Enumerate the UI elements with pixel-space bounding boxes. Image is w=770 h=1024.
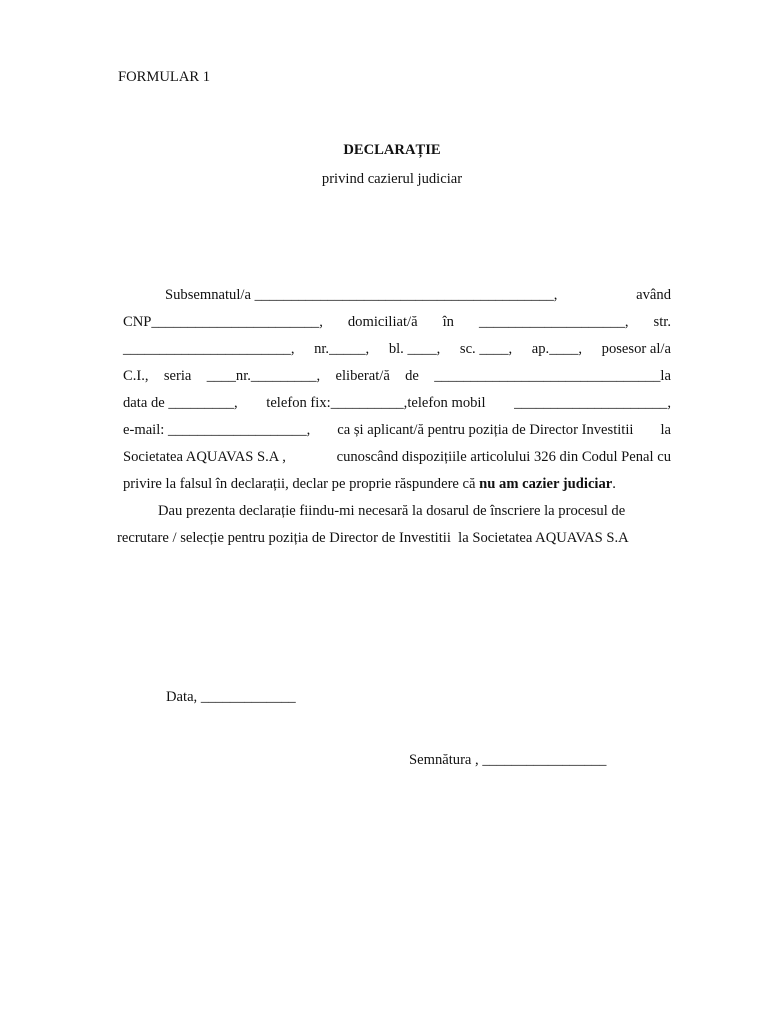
declaration-line (123, 336, 671, 363)
no-criminal-record-emphasis: nu am cazier judiciar (479, 476, 613, 492)
declaration-line (123, 444, 671, 471)
text-segment: eliberat/ă (335, 368, 390, 384)
document-title: DECLARAȚIE (343, 142, 441, 158)
fill-field-issue-date[interactable]: data de _________, (123, 395, 238, 411)
fill-field-id-series[interactable]: ____nr._________, (206, 368, 321, 384)
fill-field-email[interactable]: e-mail: ___________________, (123, 422, 311, 438)
fill-field-cnp[interactable]: CNP_______________________, (123, 314, 323, 330)
text-segment: Societatea AQUAVAS S.A , (123, 449, 286, 465)
text-segment: în (442, 314, 454, 330)
fill-field-name[interactable]: Subsemnatul/a _________________________________________, (165, 287, 558, 303)
text-segment: având (636, 287, 671, 303)
text-segment: seria (163, 368, 192, 384)
declaration-line (123, 417, 671, 444)
fill-field-apartment[interactable]: ap.____, (531, 341, 583, 357)
statement-paragraph (117, 498, 671, 552)
statement-line (117, 498, 671, 525)
text-segment: la (660, 422, 671, 438)
text-segment: Dau prezenta declarație fiindu-mi necesară la dosarul de înscriere la procesul de (158, 503, 626, 519)
declaration-line (123, 363, 671, 390)
fill-field-street[interactable]: _______________________, (123, 341, 295, 357)
fill-field-staircase[interactable]: sc. ____, (459, 341, 513, 357)
fill-field-locality[interactable]: ____________________, (478, 314, 629, 330)
document-subtitle: privind cazierul judiciar (321, 171, 463, 187)
date-field[interactable]: Data, _____________ (166, 689, 296, 705)
signature-field[interactable]: Semnătura , _________________ (409, 752, 607, 768)
fill-field-number[interactable]: nr._____, (314, 341, 370, 357)
text-segment: C.I., (123, 368, 149, 384)
fill-field-mobile[interactable]: _____________________, (514, 395, 671, 411)
declaration-line (123, 309, 671, 336)
form-number: FORMULAR 1 (118, 69, 211, 85)
text-segment: privire la falsul în declarații, declar pe proprie răspundere că (123, 476, 480, 492)
text-segment: recrutare / selecție pentru poziția de Director de Investitii la Societatea AQUAVAS S.A (117, 530, 629, 546)
fill-field-issuer[interactable]: _______________________________la (434, 368, 671, 384)
fill-field-phone[interactable]: telefon fix:__________,telefon mobil (266, 395, 486, 411)
declaration-line (123, 471, 671, 498)
fill-field-block[interactable]: bl. ____, (388, 341, 441, 357)
declaration-paragraph (123, 282, 671, 498)
declaration-line (123, 282, 671, 309)
text-segment: ca și aplicant/ă pentru poziția de Director Investitii (337, 422, 634, 438)
text-segment: domiciliat/ă (347, 314, 418, 330)
text-segment: str. (653, 314, 671, 330)
text-segment: . (612, 476, 616, 492)
text-segment: posesor al/a (601, 341, 671, 357)
declaration-line (123, 390, 671, 417)
text-segment: de (405, 368, 419, 384)
text-segment: cunoscând dispozițiile articolului 326 din Codul Penal cu (336, 449, 671, 465)
statement-line (117, 525, 671, 552)
